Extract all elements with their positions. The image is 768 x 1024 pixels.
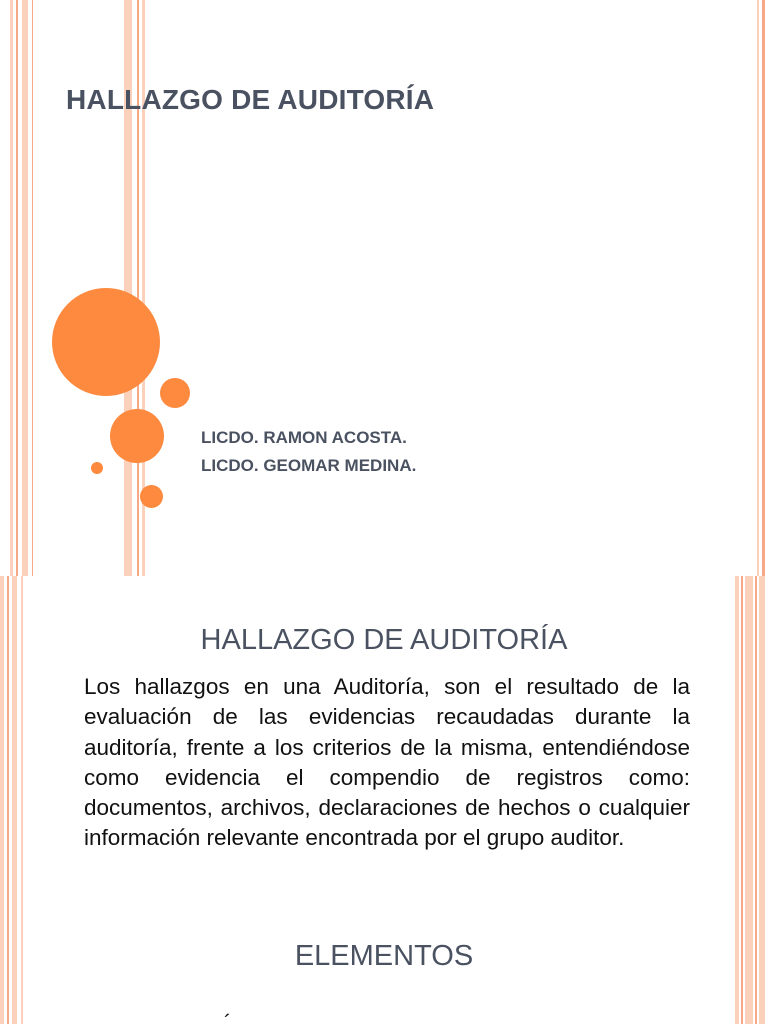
cut-off-text: ´	[224, 1010, 232, 1024]
medium-circle-decoration	[110, 409, 164, 463]
tiny-circle-decoration	[91, 462, 103, 474]
small-circle-decoration-2	[140, 485, 163, 508]
author-1: LICDO. RAMON ACOSTA.	[201, 428, 407, 447]
author-2: LICDO. GEOMAR MEDINA.	[201, 456, 417, 475]
small-circle-decoration	[160, 378, 190, 408]
section-subtitle: ELEMENTOS	[294, 940, 474, 972]
slide-title: HALLAZGO DE AUDITORÍA	[66, 84, 435, 115]
large-circle-decoration	[52, 288, 160, 396]
body-paragraph: Los hallazgos en una Auditoría, son el resultado de la evaluación de las evidencias recaudadas durante la auditoría, frente a los criterios de la misma, entendiéndose como evidencia el compendio de registros como: documentos, archivos, declaraciones de hechos o cualquier información relevante encontrada por el grupo auditor.	[84, 674, 690, 851]
content-slide	[0, 576, 768, 1024]
section-title: HALLAZGO DE AUDITORÍA	[200, 624, 568, 656]
